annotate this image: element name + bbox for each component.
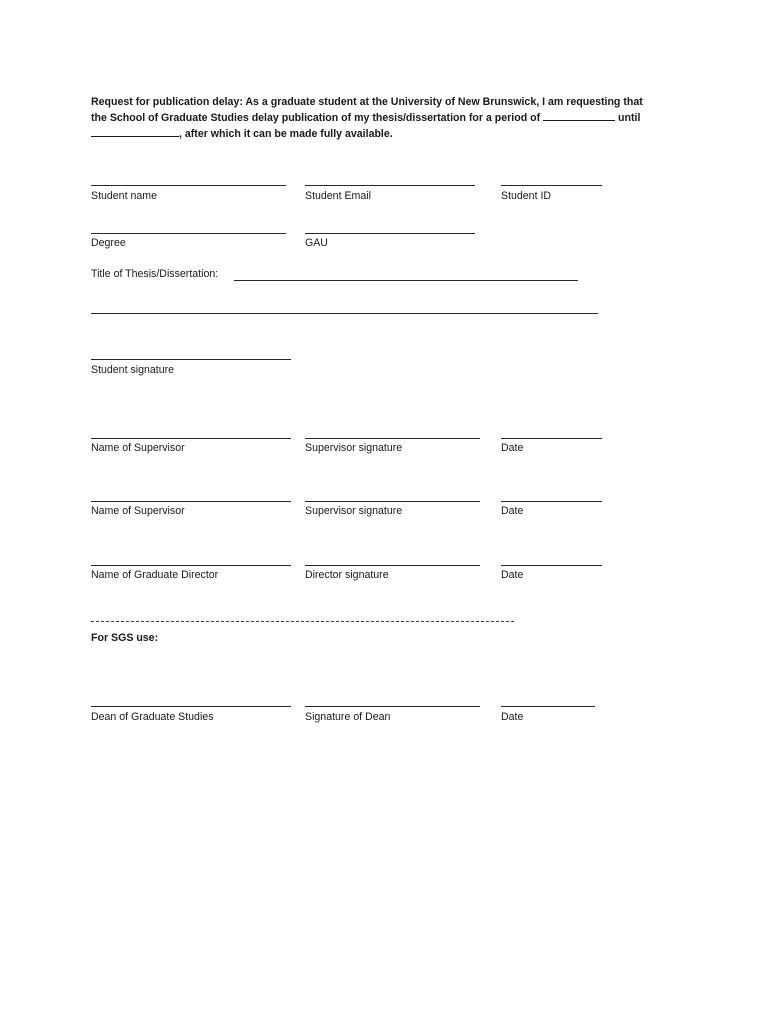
intro-line-3-text: , after which it can be made fully available. xyxy=(179,128,393,140)
gau-line[interactable] xyxy=(305,233,475,234)
intro-line-2 xyxy=(91,110,681,126)
student-signature-line[interactable] xyxy=(91,359,291,360)
director-name-line[interactable] xyxy=(91,565,291,566)
director-signature-label: Director signature xyxy=(305,569,389,581)
degree-label: Degree xyxy=(91,237,126,249)
director-date-line[interactable] xyxy=(501,565,602,566)
director-name-label: Name of Graduate Director xyxy=(91,569,219,581)
student-id-line[interactable] xyxy=(501,185,602,186)
intro-until-text: until xyxy=(618,112,641,124)
dean-date-label: Date xyxy=(501,711,524,723)
thesis-title-line-1[interactable] xyxy=(234,280,578,281)
dean-name-label: Dean of Graduate Studies xyxy=(91,711,214,723)
supervisor1-signature-line[interactable] xyxy=(305,438,480,439)
intro-line-3 xyxy=(91,126,681,142)
dean-signature-label: Signature of Dean xyxy=(305,711,391,723)
director-signature-line[interactable] xyxy=(305,565,480,566)
sgs-heading: For SGS use: xyxy=(91,632,159,644)
student-email-line[interactable] xyxy=(305,185,475,186)
supervisor2-signature-label: Supervisor signature xyxy=(305,505,403,517)
supervisor2-name-line[interactable] xyxy=(91,501,291,502)
section-divider xyxy=(91,621,514,622)
supervisor1-signature-label: Supervisor signature xyxy=(305,442,403,454)
student-name-line[interactable] xyxy=(91,185,286,186)
supervisor2-signature-line[interactable] xyxy=(305,501,480,502)
supervisor1-name-label: Name of Supervisor xyxy=(91,442,185,454)
intro-line-2-text: the School of Graduate Studies delay publication of my thesis/dissertation for a period of xyxy=(91,112,541,124)
supervisor1-date-label: Date xyxy=(501,442,524,454)
supervisor1-date-line[interactable] xyxy=(501,438,602,439)
director-date-label: Date xyxy=(501,569,524,581)
period-blank[interactable] xyxy=(543,110,615,121)
dean-signature-line[interactable] xyxy=(305,706,480,707)
student-signature-label: Student signature xyxy=(91,364,175,376)
supervisor2-date-label: Date xyxy=(501,505,524,517)
thesis-title-label: Title of Thesis/Dissertation: xyxy=(91,268,219,280)
student-id-label: Student ID xyxy=(501,190,552,202)
supervisor1-name-line[interactable] xyxy=(91,438,291,439)
supervisor2-name-label: Name of Supervisor xyxy=(91,505,185,517)
thesis-title-line-2[interactable] xyxy=(91,313,598,314)
dean-name-line[interactable] xyxy=(91,706,291,707)
supervisor2-date-line[interactable] xyxy=(501,501,602,502)
intro-line-1: Request for publication delay: As a graduate student at the University of New Brunswick, I am requesting that xyxy=(91,96,643,108)
intro-paragraph xyxy=(91,94,681,142)
gau-label: GAU xyxy=(305,237,328,249)
degree-line[interactable] xyxy=(91,233,286,234)
student-name-label: Student name xyxy=(91,190,157,202)
student-email-label: Student Email xyxy=(305,190,371,202)
until-date-blank[interactable] xyxy=(91,126,179,137)
dean-date-line[interactable] xyxy=(501,706,595,707)
